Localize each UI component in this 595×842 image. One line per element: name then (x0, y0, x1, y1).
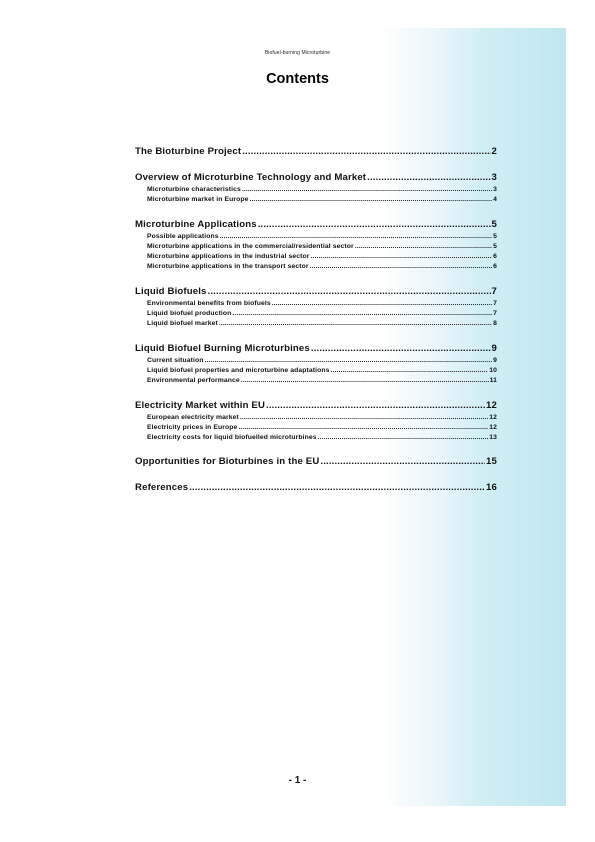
toc-entry[interactable] (135, 342, 497, 356)
toc-entry-page: 3 (491, 172, 497, 183)
dot-leader (240, 413, 488, 423)
dot-leader (331, 366, 489, 376)
toc-subentry-title: Electricity prices in Europe (147, 423, 238, 431)
toc-entry-title: Electricity Market within EU (135, 399, 266, 411)
toc-subentry-page: 7 (493, 299, 497, 307)
toc-subentry-page: 5 (493, 232, 497, 240)
toc-entry-page: 15 (486, 456, 497, 468)
page-title: Contents (266, 71, 329, 87)
toc-subentry-page: 8 (493, 320, 497, 328)
toc-entry-title: The Bioturbine Project (135, 146, 242, 157)
dot-leader (219, 319, 492, 329)
toc-entry[interactable] (135, 171, 497, 185)
toc-subentry-page: 6 (493, 263, 497, 271)
toc-subentry-title: Liquid biofuel production (147, 310, 232, 318)
table-of-contents (135, 145, 497, 507)
toc-subentry-title: Liquid biofuel market (147, 320, 218, 328)
toc-subentry-page: 13 (489, 434, 497, 442)
toc-entry-page: 2 (491, 146, 497, 157)
toc-entry-title: Opportunities for Bioturbines in the EU (135, 456, 320, 468)
toc-entry-title: References (135, 482, 189, 494)
dot-leader (310, 252, 492, 262)
toc-subentry-page: 12 (489, 413, 497, 421)
toc-subentry-title: Environmental performance (147, 377, 240, 385)
toc-subentry[interactable] (135, 413, 497, 423)
toc-section (135, 218, 497, 273)
dot-leader (318, 433, 489, 443)
toc-subentry-page: 9 (493, 356, 497, 364)
page-number: - 1 - (288, 775, 307, 786)
toc-subentry[interactable] (135, 423, 497, 433)
toc-section (135, 481, 497, 495)
dot-leader (320, 455, 485, 469)
toc-subentry[interactable] (135, 299, 497, 309)
dot-leader (355, 242, 492, 252)
toc-subentry[interactable] (135, 366, 497, 376)
dot-leader (204, 356, 492, 366)
dot-leader (242, 185, 492, 195)
toc-entry-title: Overview of Microturbine Technology and Market (135, 172, 367, 183)
toc-section (135, 145, 497, 159)
toc-subentry[interactable] (135, 195, 497, 205)
toc-subentry-title: Microturbine market in Europe (147, 196, 249, 204)
toc-subentry-title: Possible applications (147, 232, 219, 240)
dot-leader (258, 218, 491, 232)
dot-leader (311, 342, 491, 356)
toc-subentry-page: 12 (489, 423, 497, 431)
toc-subentry-title: Microturbine characteristics (147, 186, 241, 193)
toc-subentry-page: 11 (489, 377, 497, 385)
toc-subentry[interactable] (135, 433, 497, 443)
toc-entry-page: 7 (491, 285, 497, 297)
toc-subentry-page: 7 (493, 310, 497, 318)
toc-subentry-page: 6 (493, 253, 497, 261)
toc-section (135, 342, 497, 387)
toc-subentry[interactable] (135, 319, 497, 329)
dot-leader (232, 309, 492, 319)
toc-subentry[interactable] (135, 185, 497, 195)
toc-entry-page: 16 (486, 482, 497, 494)
dot-leader (220, 232, 493, 242)
toc-entry-title: Liquid Biofuel Burning Microturbines (135, 342, 310, 354)
toc-entry-title: Microturbine Applications (135, 218, 257, 230)
dot-leader (189, 481, 485, 495)
toc-subentry[interactable] (135, 356, 497, 366)
dot-leader (272, 299, 492, 309)
toc-entry-page: 12 (486, 399, 497, 411)
toc-entry[interactable] (135, 145, 497, 159)
toc-subentry-page: 3 (493, 186, 497, 193)
toc-section (135, 171, 497, 206)
toc-entry[interactable] (135, 481, 497, 495)
toc-section (135, 285, 497, 330)
toc-section (135, 399, 497, 444)
toc-subentry-title: European electricity market (147, 413, 239, 421)
toc-subentry-title: Electricity costs for liquid biofuelled microturbines (147, 434, 317, 442)
dot-leader (367, 171, 490, 185)
toc-subentry-title: Current situation (147, 356, 204, 364)
toc-subentry[interactable] (135, 242, 497, 252)
dot-leader (242, 145, 490, 159)
toc-entry-page: 9 (491, 342, 497, 354)
toc-subentry[interactable] (135, 376, 497, 386)
toc-subentry-title: Microturbine applications in the industrial sector (147, 253, 310, 261)
toc-section (135, 455, 497, 469)
dot-leader (310, 262, 492, 272)
toc-subentry[interactable] (135, 309, 497, 319)
dot-leader (266, 399, 485, 413)
toc-subentry-title: Microturbine applications in the transport sector (147, 263, 309, 271)
toc-entry-page: 5 (491, 218, 497, 230)
toc-subentry-title: Environmental benefits from biofuels (147, 299, 271, 307)
dot-leader (238, 423, 488, 433)
toc-entry[interactable] (135, 218, 497, 232)
toc-subentry-page: 5 (493, 242, 497, 250)
running-header: Biofuel-burning Microturbine (264, 50, 331, 56)
toc-entry-title: Liquid Biofuels (135, 285, 207, 297)
dot-leader (208, 285, 491, 299)
toc-subentry-title: Liquid biofuel properties and microturbine adaptations (147, 366, 330, 374)
toc-subentry-page: 10 (489, 366, 497, 374)
dot-leader (249, 195, 492, 205)
dot-leader (241, 376, 489, 386)
toc-subentry[interactable] (135, 262, 497, 272)
toc-subentry-page: 4 (493, 196, 497, 204)
toc-entry[interactable] (135, 285, 497, 299)
toc-entry[interactable] (135, 399, 497, 413)
toc-subentry-title: Microturbine applications in the commercial/residential sector (147, 242, 354, 250)
toc-subentry[interactable] (135, 232, 497, 242)
toc-entry[interactable] (135, 455, 497, 469)
toc-subentry[interactable] (135, 252, 497, 262)
